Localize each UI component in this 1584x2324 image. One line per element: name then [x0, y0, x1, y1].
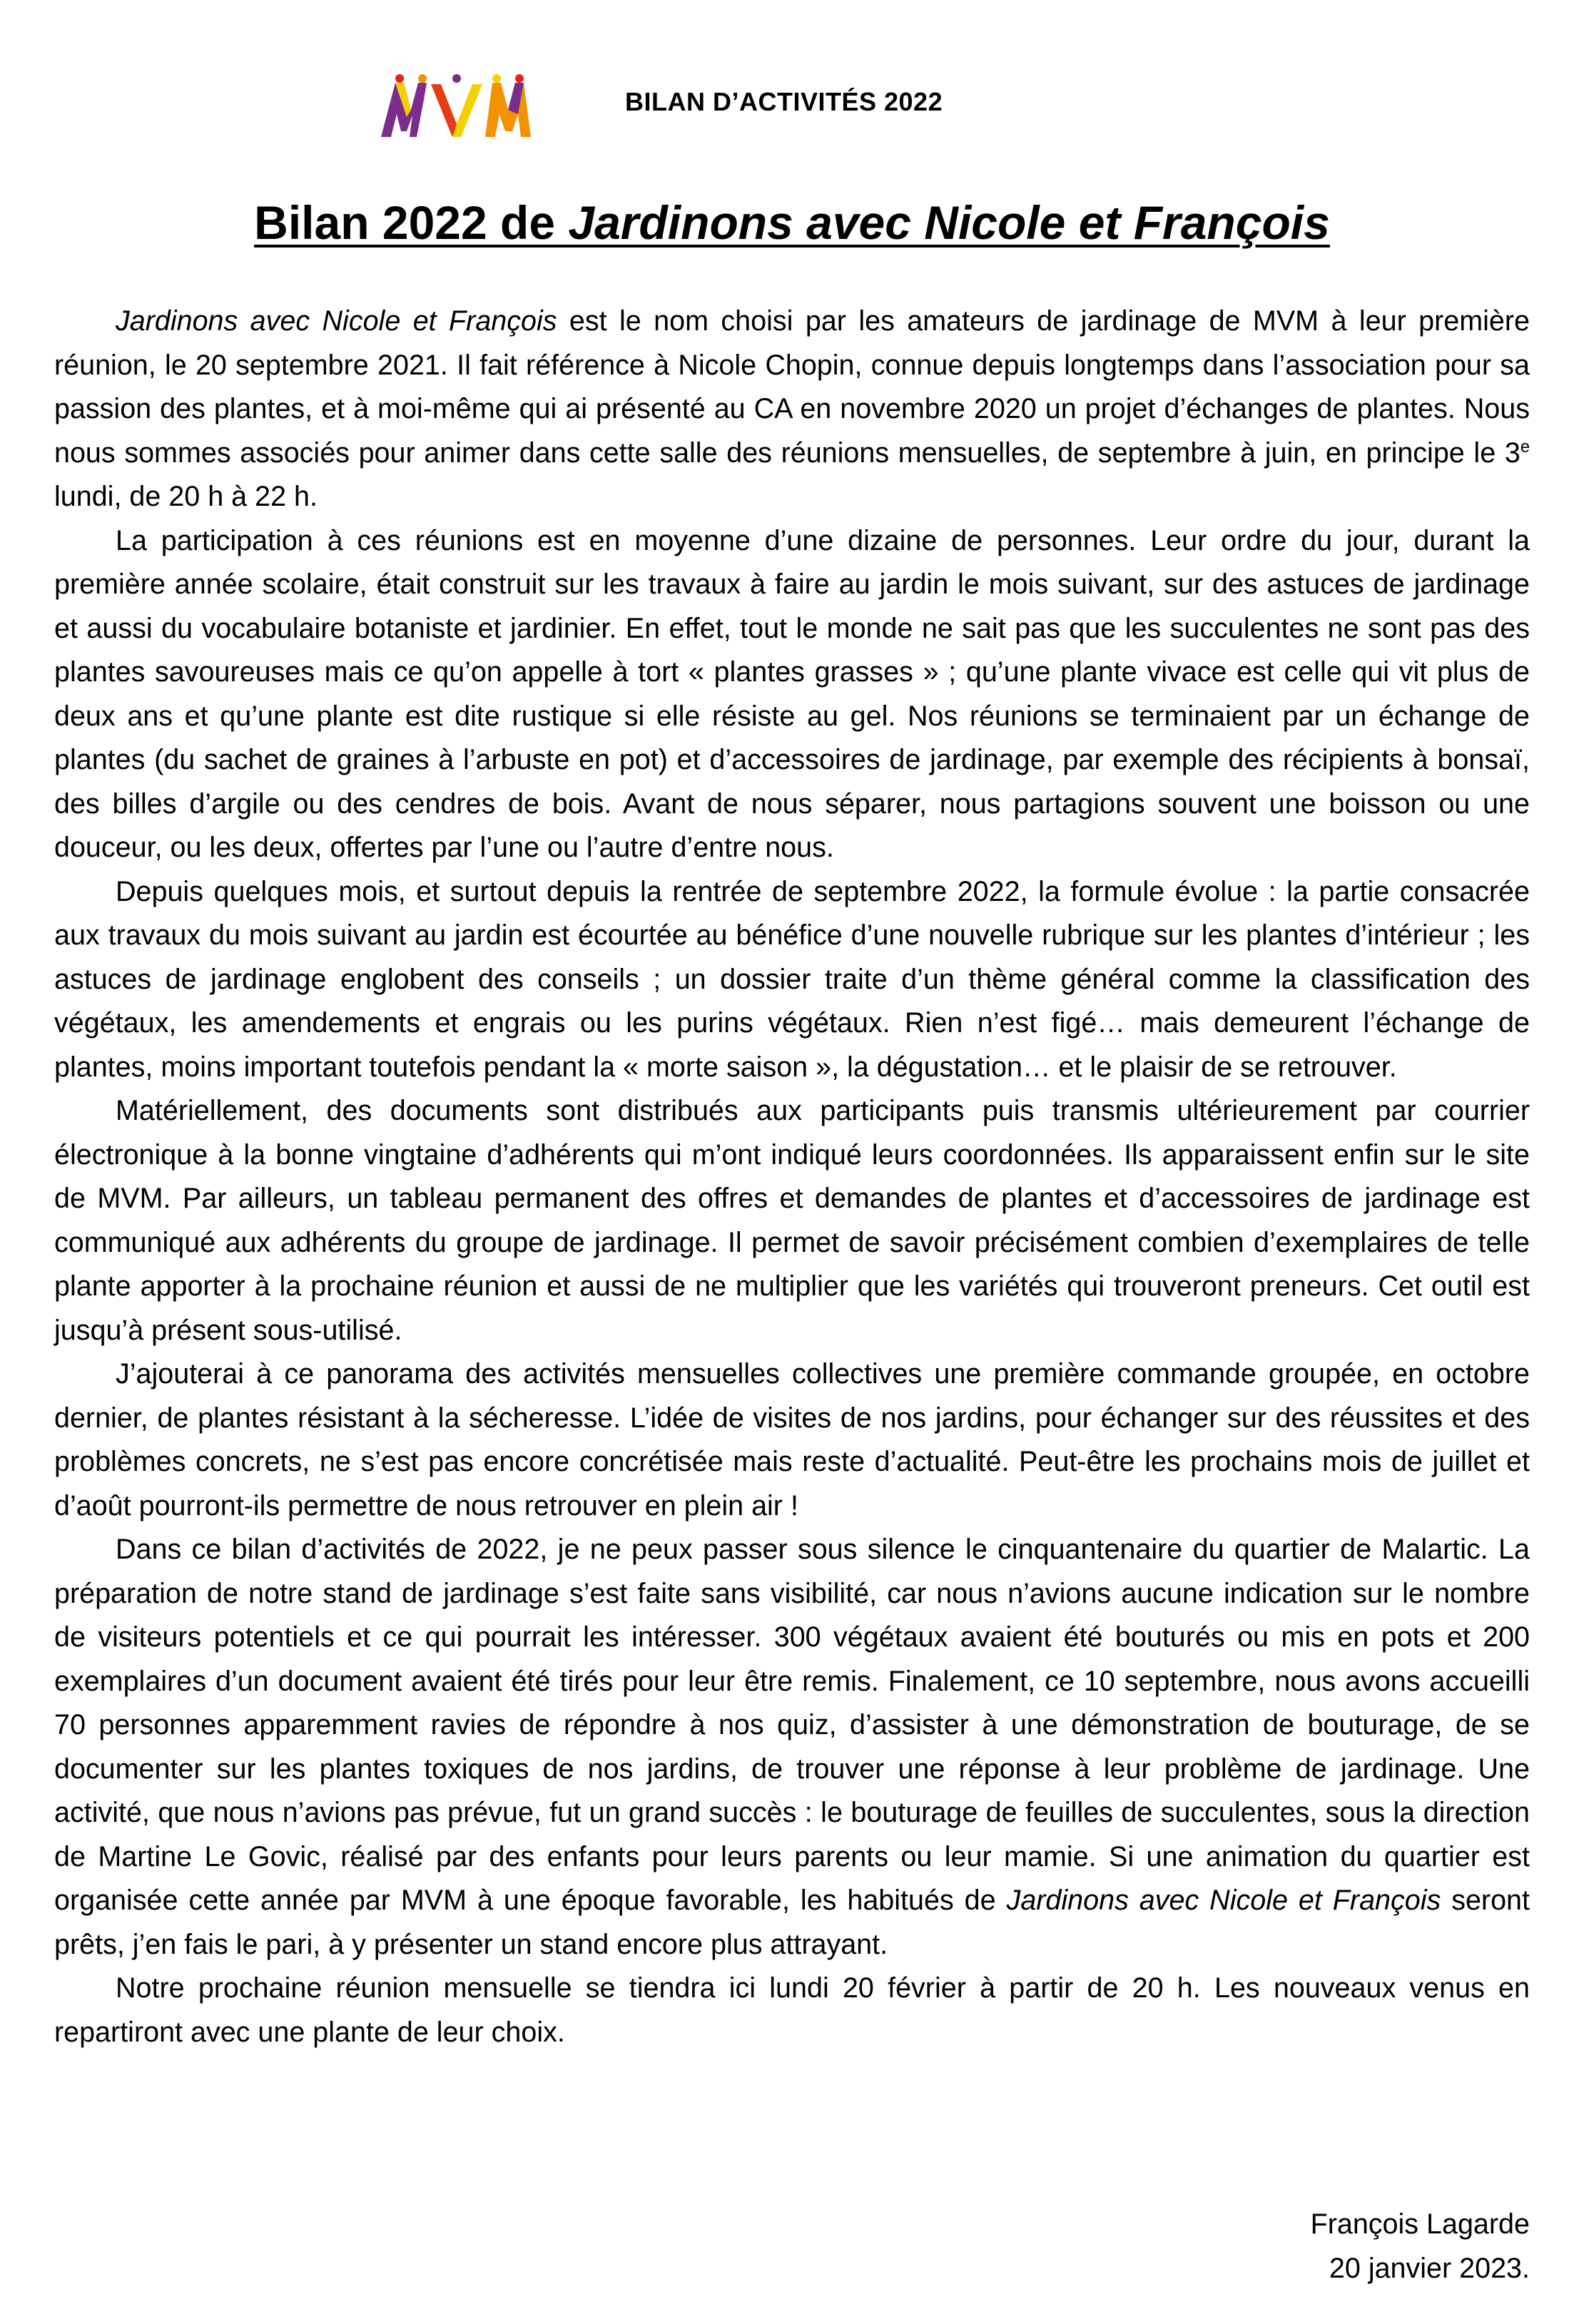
paragraph-6-text-a: Dans ce bilan d’activités de 2022, je ne peux passer sous silence le cinquantenaire du quartier de Malartic. La préparation de notre stand de jardinage s’est faite sans visibilité, car nous n’avions aucune indication sur le nombre de visiteurs potentiels et ce qui pourrait les intéresser. 300 végétaux avaient été bouturés ou mis en pots et 200 exemplaires d’un document avaient été tirés pour leur être remis. Finalement, ce 10 septembre, nous avons accueilli 70 personnes apparemment ravies de répondre à nos quiz, d’assister à une démonstration de bouturage, de se documenter sur les plantes toxiques de nos jardins, de trouver une réponse à leur problème de jardinage. Une activité, que nous n’avions pas prévue, fut un grand succès : le bouturage de feuilles de succulentes, sous la direction de Martine Le Govic, réalisé par des enfants pour leurs parents ou leur mamie. Si une animation du quartier est organisée cette année par MVM à une époque favorable, les habitués de	[54, 1534, 1530, 1916]
paragraph-5: J’ajouterai à ce panorama des activités mensuelles collectives une première commande groupée, en octobre dernier, de plantes résistant à la sécheresse. L’idée de visites de nos jardins, pour échanger sur des réussites et des problèmes concrets, ne s’est pas encore concrétisée mais reste d’actualité. Peut-être les prochains mois de juillet et d’août pourront-ils permettre de nous retrouver en plein air !	[54, 1358, 1530, 1522]
logo-v-center	[431, 74, 482, 137]
logo-m-right	[485, 74, 531, 137]
title-italic: Jardinons avec Nicole et François	[568, 196, 1330, 249]
signature-name: François Lagarde	[1310, 2208, 1530, 2240]
paragraph-6-italic: Jardinons avec Nicole et François	[1006, 1885, 1441, 1916]
document-body	[54, 300, 1530, 2054]
title-prefix: Bilan 2022 de	[254, 196, 569, 249]
report-label: BILAN D’ACTIVITÉS 2022	[625, 87, 943, 116]
ordinal-superscript: e	[1520, 437, 1530, 457]
paragraph-1-text-b: lundi, de 20 h à 22 h.	[54, 481, 318, 512]
paragraph-1-italic-lead: Jardinons avec Nicole et François	[116, 305, 557, 337]
paragraph-1	[54, 300, 1530, 519]
paragraph-3: Depuis quelques mois, et surtout depuis la rentrée de septembre 2022, la formule évolue : la partie consacrée aux travaux du mois suivant au jardin est écourtée au bénéfice d’une nouvelle rubrique sur les plantes d’intérieur ; les astuces de jardinage englobent des conseils ; un dossier traite d’un thème général comme la classification des végétaux, les amendements et engrais ou les purins végétaux. Rien n’est figé… mais demeurent l’échange de plantes, moins important toutefois pendant la « morte saison », la dégustation… et le plaisir de se retrouver.	[54, 875, 1530, 1083]
signature-block	[1311, 2203, 1530, 2290]
logo-m-left	[381, 74, 427, 137]
mvm-logo	[378, 74, 534, 140]
page-title	[0, 195, 1584, 250]
paragraph-6-text-b: seront prêts, j’en fais le pari, à y présenter un stand encore plus attrayant.	[54, 1885, 1530, 1960]
paragraph-4: Matériellement, des documents sont distribués aux participants puis transmis ultérieurement par courrier électronique à la bonne vingtaine d’adhérents qui m’ont indiqué leurs coordonnées. Ils apparaissent enfin sur le site de MVM. Par ailleurs, un tableau permanent des offres et demandes de plantes et d’accessoires de jardinage est communiqué aux adhérents du groupe de jardinage. Il permet de savoir précisément combien d’exemplaires de telle plante apporter à la prochaine réunion et aussi de ne multiplier que les variétés qui trouveront preneurs. Cet outil est jusqu’à présent sous-utilisé.	[54, 1095, 1530, 1346]
paragraph-7: Notre prochaine réunion mensuelle se tiendra ici lundi 20 février à partir de 20 h. Les nouveaux venus en repartiront avec une plante de leur choix.	[54, 1972, 1530, 2048]
document-header	[0, 0, 1584, 164]
paragraph-2: La participation à ces réunions est en moyenne d’une dizaine de personnes. Leur ordre du jour, durant la première année scolaire, était construit sur les travaux à faire au jardin le mois suivant, sur des astuces de jardinage et aussi du vocabulaire botaniste et jardinier. En effet, tout le monde ne sait pas que les succulentes ne sont pas des plantes savoureuses mais ce qu’on appelle à tort « plantes grasses » ; qu’une plante vivace est celle qui vit plus de deux ans et qu’une plante est dite rustique si elle résiste au gel. Nos réunions se terminaient par un échange de plantes (du sachet de graines à l’arbuste en pot) et d’accessoires de jardinage, par exemple des récipients à bonsaï, des billes d’argile ou des cendres de bois. Avant de nous séparer, nous partagions souvent une boisson ou une douceur, ou les deux, offertes par l’une ou l’autre d’entre nous.	[54, 524, 1530, 863]
signature-date: 20 janvier 2023.	[1329, 2252, 1530, 2284]
paragraph-6	[54, 1528, 1530, 1967]
paragraph-1-text-a: est le nom choisi par les amateurs de jardinage de MVM à leur première réunion, le 20 septembre 2021. Il fait référence à Nicole Chopin, connue depuis longtemps dans l’association pour sa passion des plantes, et à moi-même qui ai présenté au CA en novembre 2020 un projet d’échanges de plantes. Nous nous sommes associés pour animer dans cette salle des réunions mensuelles, de septembre à juin, en principe le 3	[54, 305, 1530, 469]
